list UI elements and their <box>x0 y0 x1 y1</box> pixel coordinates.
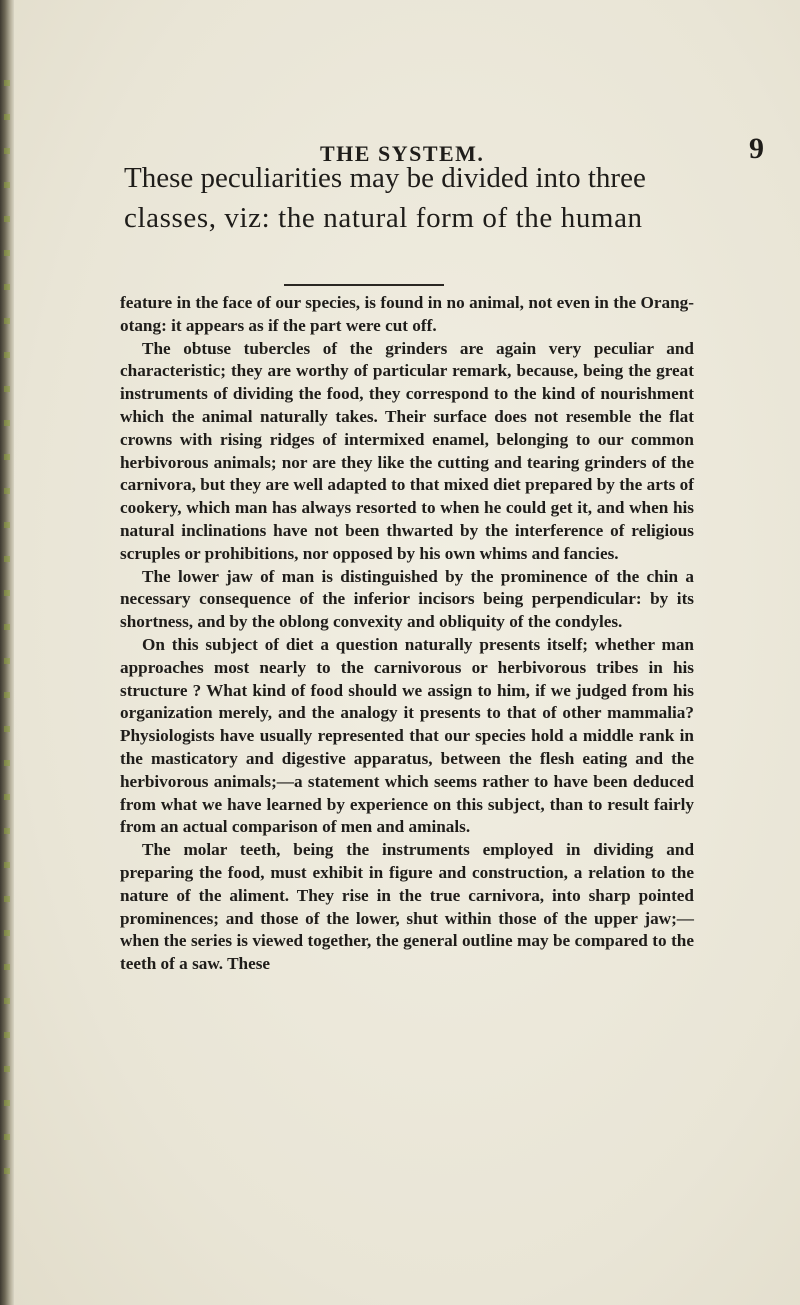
intro-text <box>124 158 680 238</box>
intro-line-1: These peculiarities may be divided into three <box>124 162 646 194</box>
body-text <box>120 292 694 976</box>
paragraph-grinders: The obtuse tubercles of the grinders are again very peculiar and characteristic; they are worthy of particular remark, because, being the great instruments of dividing the food, they correspond to the kind of nourishment which the animal naturally takes. Their surface does not resemble the flat crowns with rising ridges of intermixed enamel, belonging to our common herbivorous animals; nor are they like the cutting and tearing grinders of the carnivora, but they are well adapted to that mixed diet prepared by the arts of cookery, which man has always resorted to when he could get it, and when his natural inclinations have not been thwarted by the interference of religious scruples or prohibitions, nor opposed by his own whims and fancies. <box>120 338 694 563</box>
paragraph-molar-teeth: The molar teeth, being the instruments employed in dividing and preparing the food, must exhibit in figure and construction, a relation to the nature of the aliment. They rise in the true carnivora, into sharp pointed prominences; and those of the lower, shut within those of the upper jaw;—when the series is viewed together, the general outline may be compared to the teeth of a saw. These <box>120 840 694 974</box>
book-binding-edge <box>0 0 14 1305</box>
paragraph-diet-question: On this subject of diet a question naturally presents itself; whether man approaches most nearly to the carnivorous or herbivorous tribes in his structure ? What kind of food should we assign to him, if we judged from his organization merely, and the analogy it presents to that of other mammalia? Physiologists have usually represented that our species hold a middle rank in the masticatory and digestive apparatus, between the flesh eating and the herbivorous animals;—a statement which seems rather to have been deduced from what we have learned by experience on this subject, than to result fairly from an actual comparison of men and aminals. <box>120 634 694 837</box>
section-divider-rule <box>284 284 444 286</box>
page-number: 9 <box>749 132 764 165</box>
paragraph-lower-jaw: The lower jaw of man is distinguished by the prominence of the chin a necessary consequence of the inferior incisors being perpendicular: by its shortness, and by the oblong convexity and obliquity of the condyles. <box>120 566 694 632</box>
running-head: THE SYSTEM. <box>320 141 485 166</box>
intro-line-2: classes, viz: the natural form of the human <box>124 202 643 234</box>
binding-stitch-marks <box>4 80 10 1180</box>
paragraph-continuation: feature in the face of our species, is found in no animal, not even in the Orang-otang: it appears as if the part were cut off. <box>120 293 694 335</box>
